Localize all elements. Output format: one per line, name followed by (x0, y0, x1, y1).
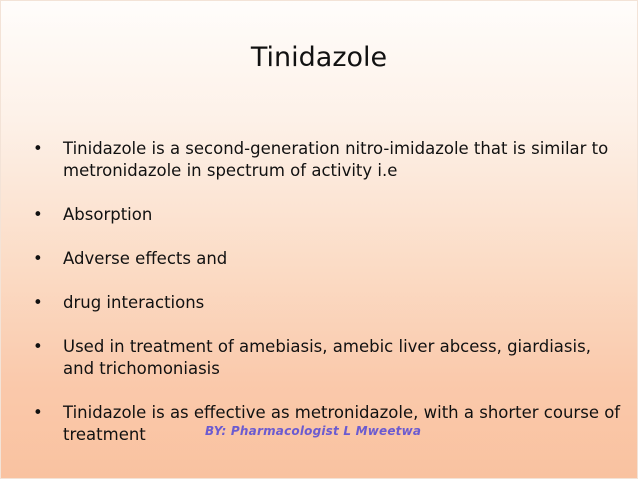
bullet-marker: • (33, 205, 43, 224)
bullet-text: Tinidazole is a second-generation nitro-imidazole that is similar to metronidazole in spectrum of activity i.e (63, 139, 609, 180)
bullet-item (33, 248, 623, 270)
bullet-marker: • (33, 337, 43, 356)
bullet-text: drug interactions (63, 293, 205, 312)
bullet-item (33, 204, 623, 226)
author-watermark: BY: Pharmacologist L Mweetwa (205, 424, 422, 438)
bullet-text: Tinidazole is as effective as metronidazole, with a shorter course of treatment (63, 403, 621, 444)
bullet-marker: • (33, 249, 43, 268)
bullet-text: Absorption (63, 205, 153, 224)
bullet-item (33, 138, 623, 182)
slide-title: Tinidazole (250, 42, 388, 73)
bullet-item (33, 292, 623, 314)
bullet-list (33, 138, 623, 468)
bullet-marker: • (33, 293, 43, 312)
bullet-marker: • (33, 403, 43, 422)
bullet-marker: • (33, 139, 43, 158)
bullet-item (33, 336, 623, 380)
bullet-text: Used in treatment of amebiasis, amebic liver abcess, giardiasis, and trichomoniasis (63, 337, 591, 378)
bullet-text: Adverse effects and (63, 249, 228, 268)
